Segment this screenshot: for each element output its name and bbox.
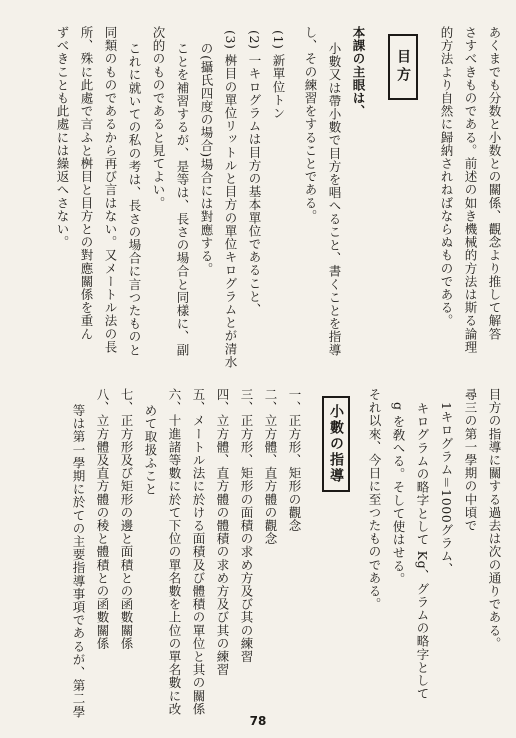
body-line: それ以來、今日に至つたものである。	[367, 388, 382, 611]
body-line: ことを補習するが、是等は、長さの場合と同樣に、副	[175, 42, 190, 357]
list-item: 二、立方體、直方體の觀念	[263, 388, 278, 546]
body-line: これに就いての私の考は、長さの場合に言つたものと	[127, 42, 142, 357]
list-item: (2) 一キログラムは目方の基本單位であること、	[247, 30, 262, 317]
list-item: 六、十進諸等數に於て下位の單名數を上位の單名數に改	[167, 388, 182, 716]
body-line: 所、殊に此處で言ふと桝目と目方との對應關係を重ん	[79, 26, 94, 341]
body-line: 目方の指導に關する過去は次の通りである。	[487, 388, 502, 650]
body-line: 同類のものであるから再び言はない。又メートル法の長	[103, 26, 118, 354]
shugan-label: 本課の主眼は、	[351, 26, 366, 118]
body-line: 的方法より自然に歸納されねばならぬものである。	[439, 26, 454, 328]
body-line: あくまでも分数と小数との關係、觀念より推して解答	[487, 26, 502, 341]
list-item: 七、正方形及び矩形の邊と面積との函數關係	[119, 388, 134, 650]
list-item: 四、立方體、直方體の體積の求め方及び其の練習	[215, 388, 230, 677]
body-line: 1キログラム＝1000グラム、	[439, 402, 454, 576]
body-line: ずべきことも此處には繰返へさない。	[55, 26, 70, 249]
body-line: キログラムの略字として Kg、グラムの略字として	[415, 402, 430, 701]
list-item: 五、メートル法に於ける面積及び體積の單位と其の關係	[191, 388, 206, 716]
list-item: 八、立方體及直方體の稜と體積との函數關係	[95, 388, 110, 650]
list-item: 一、正方形、矩形の觀念	[287, 388, 302, 533]
body-line: 尋三の第一學期の中頃で	[463, 388, 478, 533]
body-line: 等は第一學期に於ての主要指導事項であるが、第二學	[71, 404, 86, 719]
list-item: (1) 新單位トン	[271, 30, 286, 120]
list-item: 三、正方形、矩形の面積の求め方及び其の練習	[239, 388, 254, 664]
section-heading-shosu: 小數の指導	[322, 396, 350, 492]
page-number: 78	[249, 714, 267, 728]
section-heading-mekata: 目方	[388, 34, 418, 100]
list-item: (3) 桝目の單位リットルと目方の單位キログラムとが清水	[223, 30, 238, 369]
body-line: さすべきものである。前述の如き機械的方法は斯る論理	[463, 26, 478, 354]
body-line: 次的のものであると見てよい。	[151, 26, 166, 210]
list-item: めて取扱ふこと	[143, 404, 158, 496]
body-line: し、その練習をすることである。	[303, 26, 318, 223]
body-line: 小數又は帶小數で目方を唱へること、書くことを指導	[327, 42, 342, 357]
body-line: g を敎へる。そして使はせる。	[391, 402, 406, 586]
list-item: の(攝氏四度の場合)場合には對應する。	[199, 42, 214, 276]
